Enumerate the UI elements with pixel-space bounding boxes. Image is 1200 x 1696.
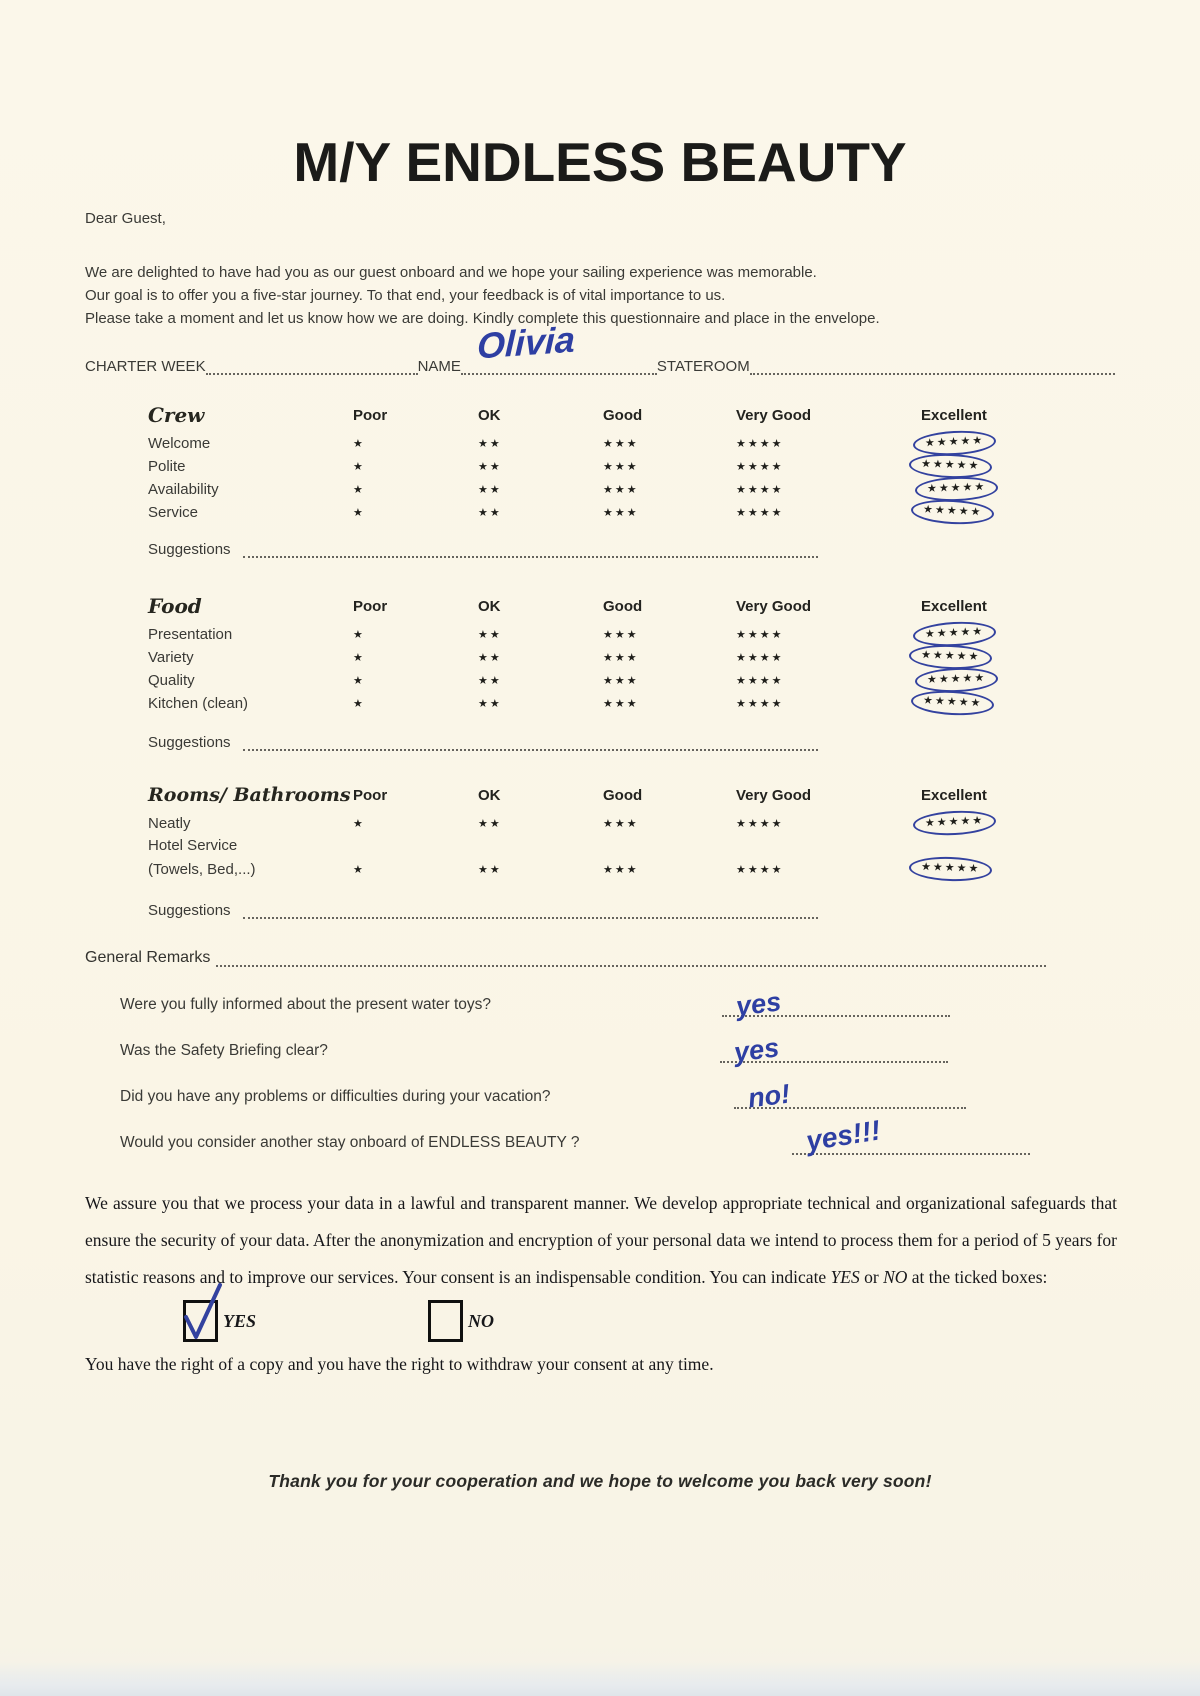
rating-1-star: ★	[353, 697, 365, 710]
intro-line: Please take a moment and let us know how we are doing. Kindly complete this questionnaire and place in the envelope.	[85, 310, 880, 327]
table-row: Welcome ★ ★★ ★★★ ★★★★ ★★★★★	[148, 431, 1115, 454]
rating-1-star: ★	[353, 674, 365, 687]
crew-section-title: Crew	[148, 403, 205, 427]
rooms-table-header	[148, 781, 1115, 809]
rating-2-stars: ★★	[478, 628, 502, 641]
column-good: Good	[603, 597, 643, 615]
data-consent-paragraph	[85, 1185, 1117, 1296]
column-poor: Poor	[353, 786, 388, 804]
rating-1-star: ★	[353, 483, 365, 496]
name-label: NAME	[417, 358, 461, 375]
yes-checkbox	[183, 1300, 218, 1342]
rating-1-star: ★	[353, 817, 365, 830]
table-row: Kitchen (clean) ★ ★★ ★★★ ★★★★ ★★★★★	[148, 691, 1115, 714]
column-very-good: Very Good	[736, 786, 812, 804]
rating-3-stars: ★★★	[603, 674, 639, 687]
handwritten-answer: no!	[746, 1078, 792, 1114]
handwritten-circle: ★★★★★	[915, 476, 999, 503]
rating-1-star: ★	[353, 437, 365, 450]
rating-5-stars-circled	[921, 454, 1115, 478]
column-excellent: Excellent	[921, 597, 987, 615]
rating-4-stars: ★★★★	[736, 817, 784, 830]
rating-5-stars-circled	[921, 645, 1115, 669]
rating-5-stars-circled	[921, 668, 1115, 692]
column-poor: Poor	[353, 406, 388, 424]
suggestions-blank-line	[243, 904, 818, 919]
food-suggestions-line	[148, 734, 1115, 751]
answer-blank-line	[734, 1078, 966, 1114]
rating-3-stars: ★★★	[603, 437, 639, 450]
rating-1-star: ★	[353, 863, 365, 876]
suggestions-label: Suggestions	[148, 734, 231, 751]
crew-table-header	[148, 401, 1115, 429]
crew-suggestions-line	[148, 541, 1115, 558]
suggestions-label: Suggestions	[148, 902, 231, 919]
food-rating-table	[148, 592, 1115, 714]
question-text: Were you fully informed about the present water toys?	[120, 996, 492, 1013]
answer-blank-line	[722, 986, 950, 1022]
column-very-good: Very Good	[736, 597, 812, 615]
rating-4-stars: ★★★★	[736, 628, 784, 641]
rating-3-stars: ★★★	[603, 863, 639, 876]
rating-5-stars-circled	[921, 622, 1115, 646]
consent-text: We assure you that we process your data in a lawful and transparent manner. We develop appropriate technical and organizational safeguards that ensure the security of your data. After the anonymization and encryption of your personal data we intend to process them for a period of 5 years for statistic reasons and to improve our services. Your consent is an indispensable condition. You can indicate	[85, 1193, 1117, 1288]
handwritten-circle: ★★★★★	[910, 689, 994, 717]
handwritten-circle: ★★★★★	[909, 644, 993, 671]
rooms-suggestions-line	[148, 902, 1115, 919]
rating-1-star: ★	[353, 506, 365, 519]
handwritten-answer: yes	[732, 1032, 781, 1068]
handwritten-circle: ★★★★★	[912, 429, 996, 457]
intro-paragraph	[85, 261, 1115, 330]
column-ok: OK	[478, 786, 501, 804]
consent-checkboxes-row	[183, 1300, 1115, 1342]
table-row: Presentation ★ ★★ ★★★ ★★★★ ★★★★★	[148, 622, 1115, 645]
column-good: Good	[603, 786, 643, 804]
stateroom-blank-line	[750, 360, 1115, 375]
question-text: Would you consider another stay onboard of ENDLESS BEAUTY ?	[120, 1134, 580, 1151]
name-blank-line	[461, 318, 657, 375]
rating-2-stars: ★★	[478, 506, 502, 519]
rating-4-stars: ★★★★	[736, 437, 784, 450]
rating-4-stars: ★★★★	[736, 697, 784, 710]
scan-bottom-edge	[0, 1662, 1200, 1696]
table-row: Hotel Service	[148, 837, 238, 854]
question-row	[120, 1109, 1115, 1155]
question-row	[120, 1063, 1115, 1114]
yes-checkbox-label: YES	[223, 1310, 257, 1331]
handwritten-circle: ★★★★★	[909, 453, 993, 480]
food-table-header	[148, 592, 1115, 620]
rating-2-stars: ★★	[478, 674, 502, 687]
handwritten-name: Olivia	[476, 318, 576, 367]
general-remarks-line	[85, 949, 1115, 967]
handwritten-circle: ★★★★★	[912, 809, 996, 837]
suggestions-blank-line	[243, 543, 818, 558]
handwritten-circle: ★★★★★	[910, 498, 994, 526]
rating-3-stars: ★★★	[603, 697, 639, 710]
general-remarks-label: General Remarks	[85, 949, 211, 966]
rating-3-stars: ★★★	[603, 460, 639, 473]
rating-4-stars: ★★★★	[736, 651, 784, 664]
questions-list	[120, 971, 1115, 1155]
handwritten-circle: ★★★★★	[915, 667, 999, 694]
charter-week-blank-line	[206, 360, 418, 375]
rating-5-stars-circled	[921, 477, 1115, 501]
rating-3-stars: ★★★	[603, 817, 639, 830]
table-row: Polite ★ ★★ ★★★ ★★★★ ★★★★★	[148, 454, 1115, 477]
column-ok: OK	[478, 597, 501, 615]
table-row: Neatly ★ ★★ ★★★ ★★★★ ★★★★★	[148, 811, 1115, 834]
greeting-text: Dear Guest,	[85, 210, 166, 227]
rating-4-stars: ★★★★	[736, 674, 784, 687]
rating-4-stars: ★★★★	[736, 506, 784, 519]
question-row	[120, 971, 1115, 1022]
table-row: Quality ★ ★★ ★★★ ★★★★ ★★★★★	[148, 668, 1115, 691]
rating-5-stars-circled	[921, 500, 1115, 524]
intro-line: We are delighted to have had you as our guest onboard and we hope your sailing experience was memorable.	[85, 264, 817, 281]
table-row: Variety ★ ★★ ★★★ ★★★★ ★★★★★	[148, 645, 1115, 668]
handwritten-circle: ★★★★★	[909, 856, 993, 883]
rooms-rating-table	[148, 781, 1115, 880]
table-row: Availability ★ ★★ ★★★ ★★★★ ★★★★★	[148, 477, 1115, 500]
page-title: M/Y ENDLESS BEAUTY	[293, 131, 907, 193]
rating-3-stars: ★★★	[603, 483, 639, 496]
stateroom-label: STATEROOM	[656, 358, 750, 375]
rating-1-star: ★	[353, 628, 365, 641]
rating-2-stars: ★★	[478, 863, 502, 876]
handwritten-answer: yes	[734, 986, 783, 1022]
handwritten-circle: ★★★★★	[912, 620, 996, 648]
answer-blank-line	[792, 1114, 1030, 1157]
no-checkbox-group	[428, 1300, 494, 1342]
column-excellent: Excellent	[921, 406, 987, 424]
question-row	[120, 1017, 1115, 1068]
consent-or-word: or	[859, 1267, 884, 1288]
rating-4-stars: ★★★★	[736, 483, 784, 496]
no-checkbox-label: NO	[468, 1310, 495, 1331]
rating-2-stars: ★★	[478, 483, 502, 496]
suggestions-label: Suggestions	[148, 541, 231, 558]
rating-1-star: ★	[353, 651, 365, 664]
rating-3-stars: ★★★	[603, 651, 639, 664]
intro-line: Our goal is to offer you a five-star journey. To that end, your feedback is of vital importance to us.	[85, 287, 726, 304]
rating-4-stars: ★★★★	[736, 863, 784, 876]
column-ok: OK	[478, 406, 501, 424]
handwritten-answer: yes!!!	[803, 1114, 883, 1157]
rating-2-stars: ★★	[478, 651, 502, 664]
question-text: Was the Safety Briefing clear?	[120, 1042, 328, 1059]
consent-rights-line: You have the right of a copy and you have the right to withdraw your consent at any time.	[85, 1354, 714, 1375]
consent-text: at the ticked boxes:	[907, 1267, 1048, 1288]
rating-5-stars-circled	[921, 431, 1115, 455]
rating-2-stars: ★★	[478, 817, 502, 830]
column-poor: Poor	[353, 597, 388, 615]
column-good: Good	[603, 406, 643, 424]
table-row: Service ★ ★★ ★★★ ★★★★ ★★★★★	[148, 500, 1115, 523]
table-row: (Towels, Bed,...) ★ ★★ ★★★ ★★★★ ★★★★★	[148, 857, 1115, 880]
rating-2-stars: ★★	[478, 437, 502, 450]
rating-5-stars-circled	[921, 857, 1115, 881]
rating-2-stars: ★★	[478, 697, 502, 710]
closing-thank-you: Thank you for your cooperation and we hope to welcome you back very soon!	[268, 1471, 932, 1492]
crew-rating-table	[148, 401, 1115, 523]
rating-5-stars-circled	[921, 691, 1115, 715]
rating-2-stars: ★★	[478, 460, 502, 473]
handwritten-check-icon	[180, 1283, 232, 1345]
food-section-title: Food	[148, 594, 202, 618]
rooms-section-title: Rooms/ Bathrooms	[148, 784, 351, 806]
question-text: Did you have any problems or difficulties during your vacation?	[120, 1088, 551, 1105]
consent-no-word: NO	[883, 1267, 908, 1288]
general-remarks-blank-line	[216, 952, 1046, 967]
rating-1-star: ★	[353, 460, 365, 473]
column-very-good: Very Good	[736, 406, 812, 424]
consent-yes-word: YES	[830, 1267, 860, 1288]
rating-4-stars: ★★★★	[736, 460, 784, 473]
charter-week-label: CHARTER WEEK	[85, 358, 206, 375]
rating-3-stars: ★★★	[603, 628, 639, 641]
yes-checkbox-group	[183, 1300, 256, 1342]
column-excellent: Excellent	[921, 786, 987, 804]
no-checkbox	[428, 1300, 463, 1342]
rating-5-stars-circled	[921, 811, 1115, 835]
answer-blank-line	[720, 1032, 948, 1068]
rating-3-stars: ★★★	[603, 506, 639, 519]
suggestions-blank-line	[243, 736, 818, 751]
